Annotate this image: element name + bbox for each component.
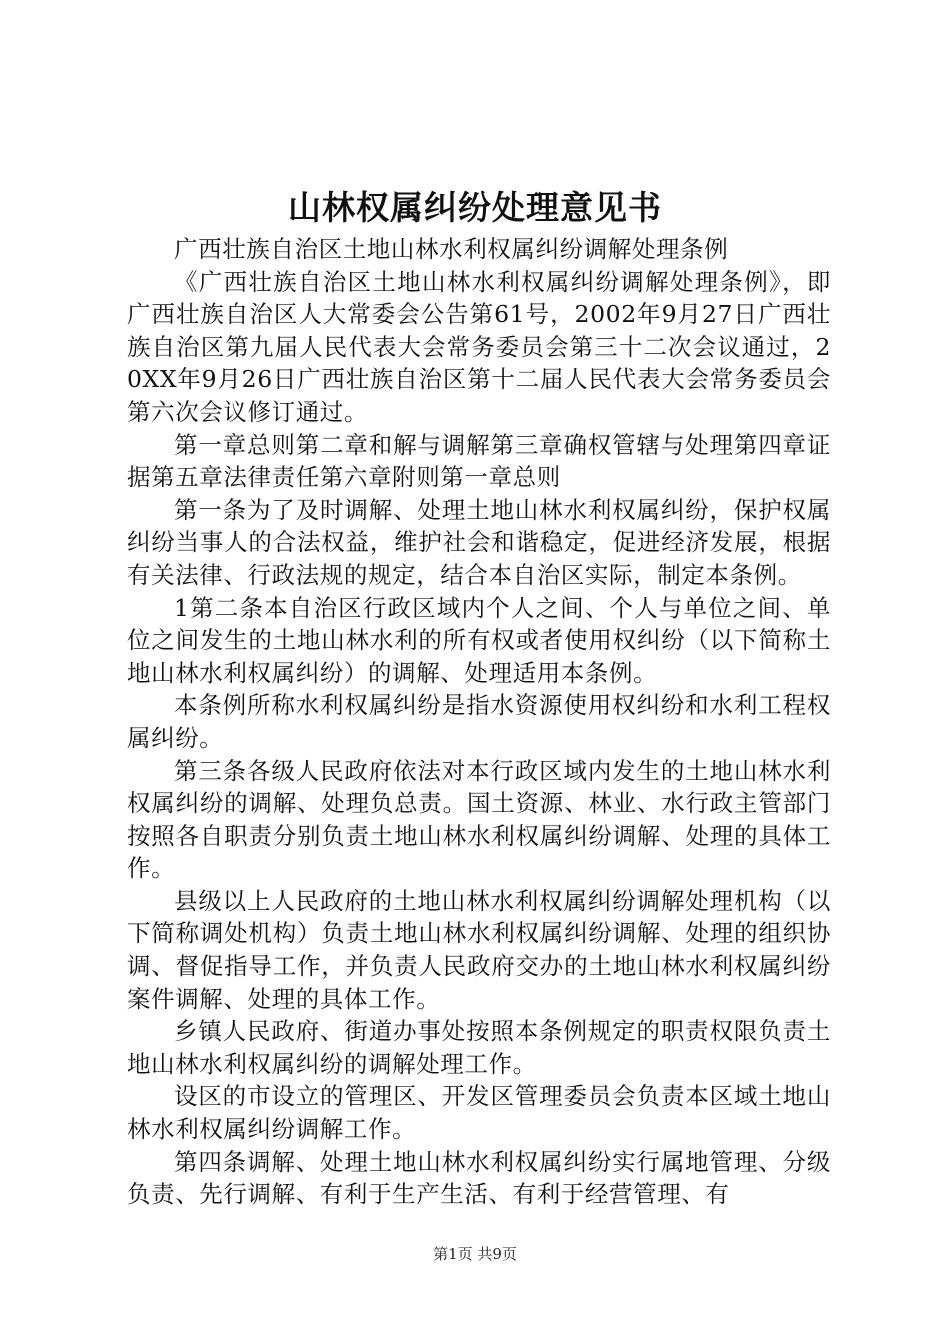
document-body xyxy=(127,233,831,1211)
paragraph: 设区的市设立的管理区、开发区管理委员会负责本区域土地山林水利权属纠纷调解工作。 xyxy=(127,1082,831,1144)
paragraph: 广西壮族自治区土地山林水利权属纠纷调解处理条例 xyxy=(174,235,729,263)
paragraph: 《广西壮族自治区土地山林水利权属纠纷调解处理条例》，即广西壮族自治区人大常委会公告第61号，2002年9月27日广西壮族自治区第九届人民代表大会常务委员会第三十二次会议通过，20XX年9月26日广西壮族自治区第十二届人民代表大会常务委员会第六次会议修订通过。 xyxy=(127,267,831,426)
page-footer: 第1页 共9页 xyxy=(433,1245,517,1263)
document-title: 山林权属纠纷处理意见书 xyxy=(288,188,662,227)
paragraph: 第一条为了及时调解、处理土地山林水利权属纠纷，保护权属纠纷当事人的合法权益，维护社会和谐稳定，促进经济发展，根据有关法律、行政法规的规定，结合本自治区实际，制定本条例。 xyxy=(127,495,831,589)
paragraph: 本条例所称水利权属纠纷是指水资源使用权纠纷和水利工程权属纠纷。 xyxy=(127,691,831,752)
paragraph: 第一章总则第二章和解与调解第三章确权管辖与处理第四章证据第五章法律责任第六章附则第一章总则 xyxy=(127,430,831,492)
paragraph: 乡镇人民政府、街道办事处按照本条例规定的职责权限负责土地山林水利权属纠纷的调解处理工作。 xyxy=(127,1017,831,1078)
paragraph: 1第二条本自治区行政区域内个人之间、个人与单位之间、单位之间发生的土地山林水利的所有权或者使用权纠纷（以下简称土地山林水利权属纠纷）的调解、处理适用本条例。 xyxy=(127,593,831,687)
paragraph: 县级以上人民政府的土地山林水利权属纠纷调解处理机构（以下简称调处机构）负责土地山林水利权属纠纷调解、处理的组织协调、督促指导工作，并负责人民政府交办的土地山林水利权属纠纷案件调解、处理的具体工作。 xyxy=(127,886,831,1013)
paragraph: 第三条各级人民政府依法对本行政区域内发生的土地山林水利权属纠纷的调解、处理负总责。国土资源、林业、水行政主管部门按照各自职责分别负责土地山林水利权属纠纷调解、处理的具体工作。 xyxy=(127,756,831,883)
paragraph: 第四条调解、处理土地山林水利权属纠纷实行属地管理、分级负责、先行调解、有利于生产生活、有利于经营管理、有 xyxy=(127,1147,831,1209)
